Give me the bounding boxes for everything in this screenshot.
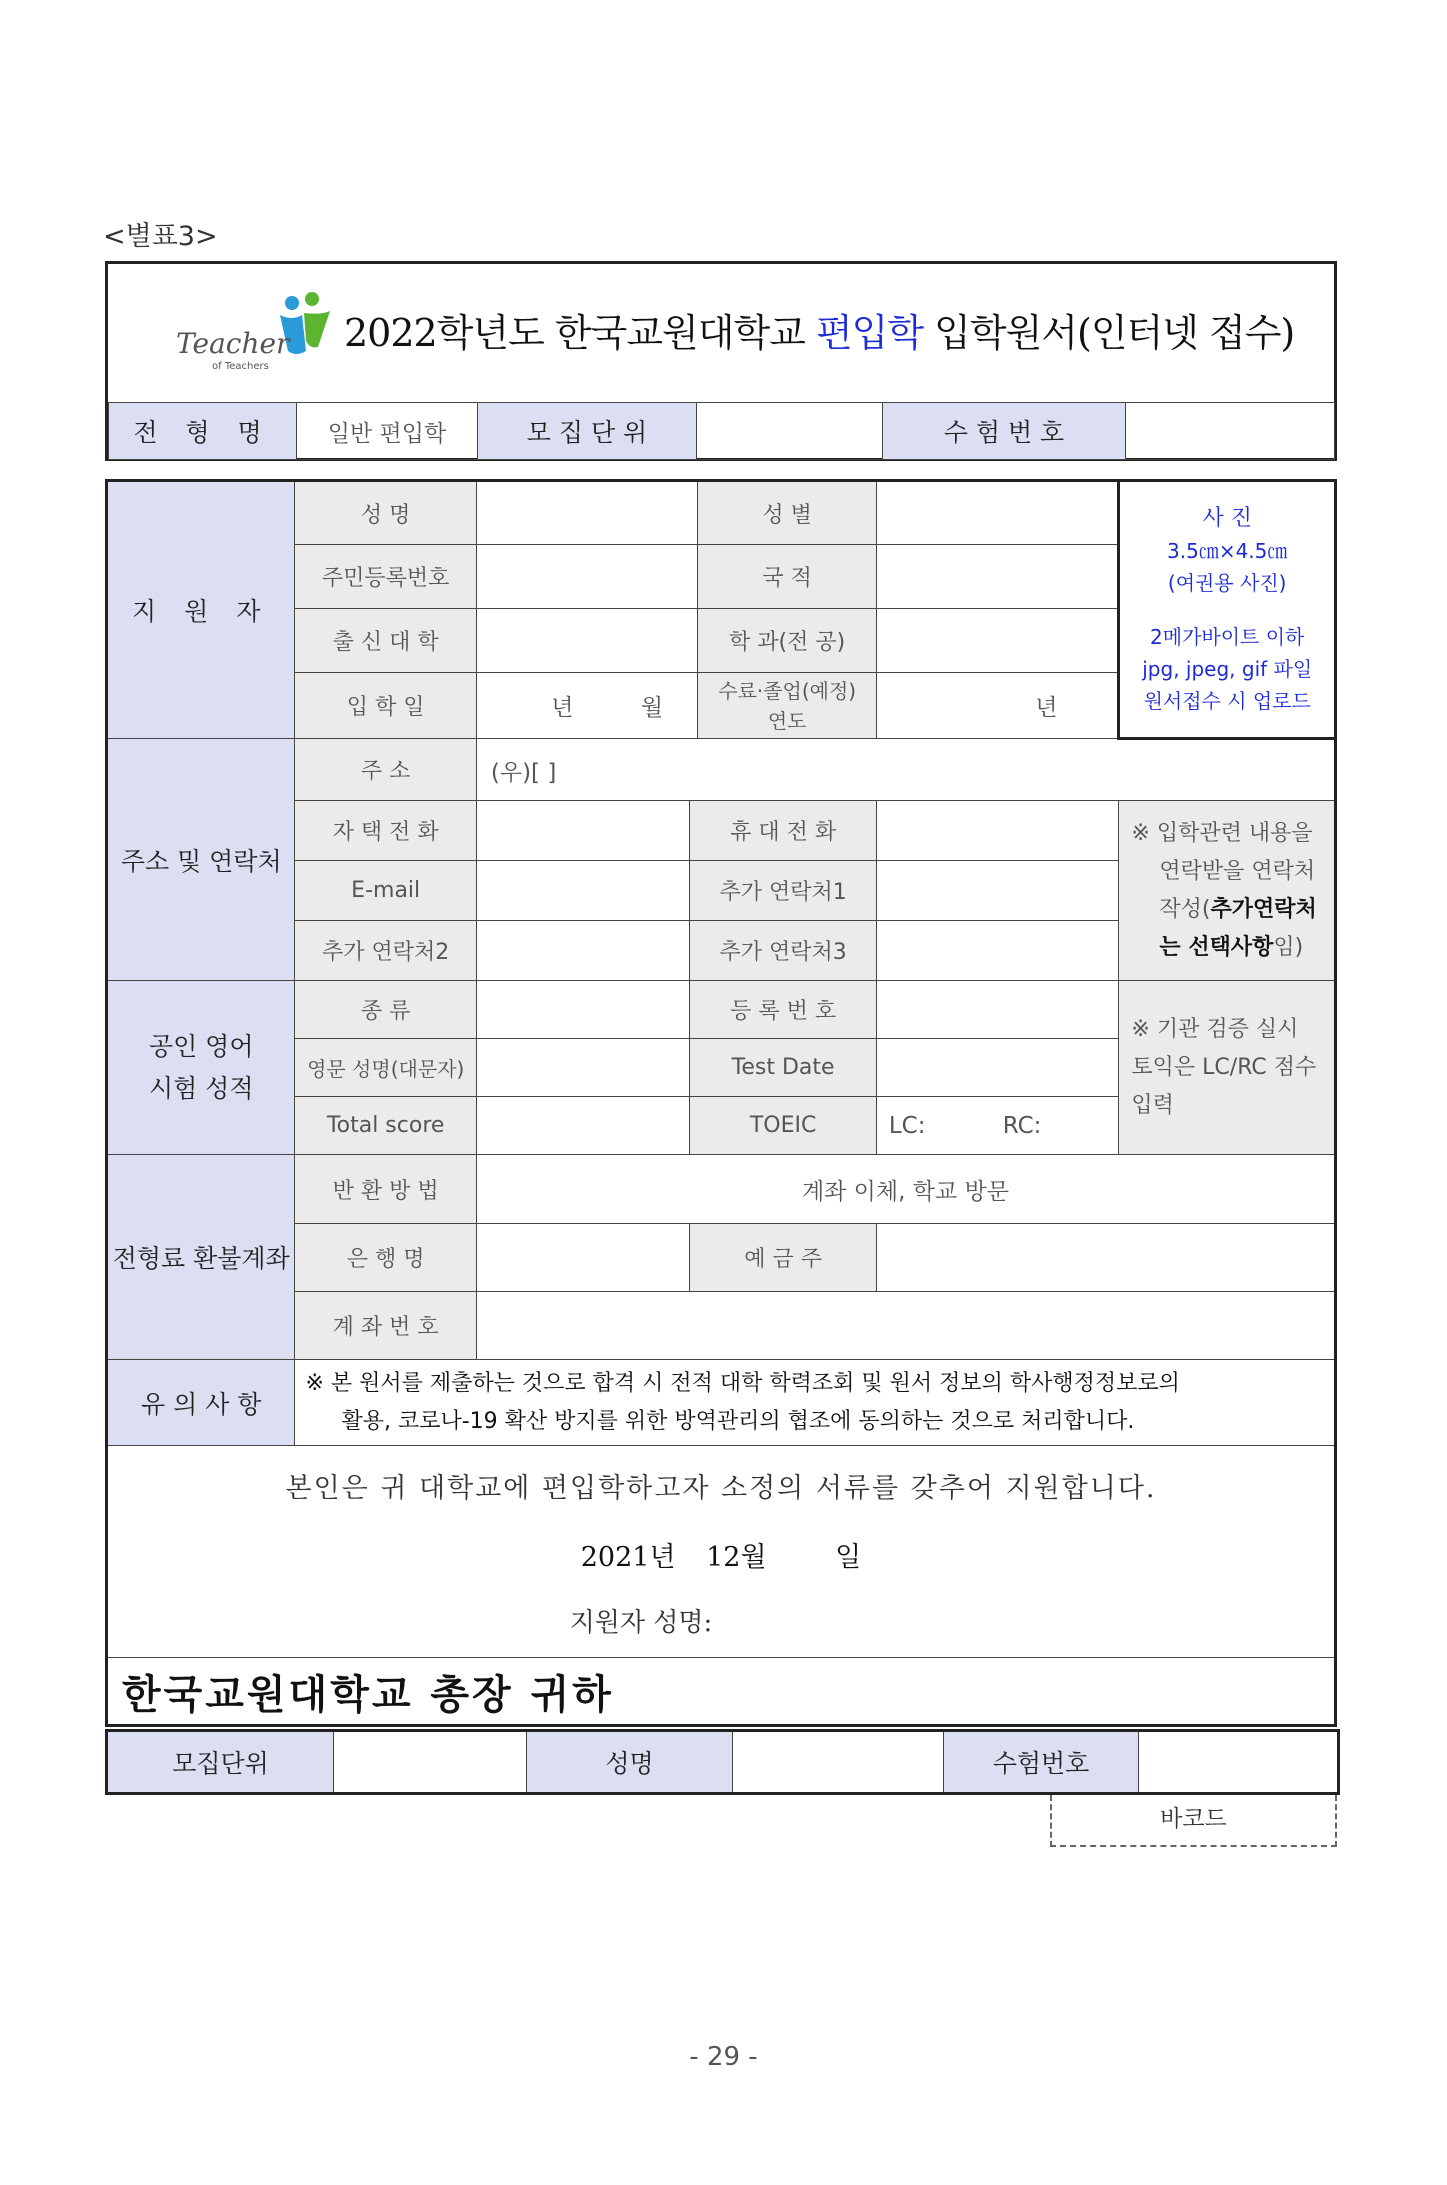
refund-method-value: 계좌 이체, 학교 방문	[476, 1155, 1335, 1224]
email-label: E-mail	[295, 861, 476, 921]
contact-section-label: 주소 및 연락처	[107, 739, 295, 981]
applicant-signature-label: 지원자 성명:	[569, 1608, 713, 1638]
english-name-field[interactable]	[476, 1039, 690, 1097]
department-field[interactable]	[876, 609, 1119, 673]
annex-label: <별표3>	[103, 221, 218, 252]
total-score-label: Total score	[295, 1097, 476, 1155]
admission-date-label: 입 학 일	[295, 673, 476, 739]
photo-box[interactable]	[1119, 481, 1336, 739]
pledge-block	[107, 1446, 1336, 1658]
caution-line1: ※ 본 원서를 제출하는 것으로 합격 시 전적 대학 학력조회 및 원서 정보의 학사행정정보로의	[305, 1370, 1180, 1396]
gender-field[interactable]	[876, 481, 1119, 545]
english-note-line1: ※ 기관 검증 실시	[1131, 1016, 1299, 1042]
bank-label: 은 행 명	[295, 1224, 476, 1292]
english-note-line3: 입력	[1131, 1092, 1174, 1118]
english-name-label: 영문 성명(대문자)	[295, 1039, 476, 1097]
graduation-year-unit: 년	[1035, 695, 1058, 721]
contact-note	[1119, 801, 1336, 981]
rrn-label: 주민등록번호	[295, 545, 476, 609]
addressee: 한국교원대학교 총장 귀하	[107, 1658, 1336, 1726]
title-part2: 입학원서(인터넷 접수)	[923, 311, 1295, 355]
registration-no-label: 등 록 번 호	[690, 981, 876, 1039]
barcode-box: 바코드	[1050, 1795, 1337, 1847]
photo-title: 사 진	[1202, 505, 1252, 531]
toeic-label: TOEIC	[690, 1097, 876, 1155]
receipt-unit-label: 모집단위	[107, 1731, 334, 1794]
account-holder-field[interactable]	[876, 1224, 1335, 1292]
toeic-score-field[interactable]	[876, 1097, 1119, 1155]
bank-field[interactable]	[476, 1224, 690, 1292]
photo-formats: jpg, jpeg, gif 파일	[1142, 656, 1313, 681]
extra-contact2-field[interactable]	[476, 921, 690, 981]
caution-line2: 활용, 코로나-19 확산 방지를 위한 방역관리의 협조에 동의하는 것으로 처리합니다.	[341, 1408, 1135, 1434]
type-label: 전 형 명	[109, 403, 297, 460]
english-note	[1119, 981, 1336, 1155]
pledge-day: 일	[835, 1542, 862, 1573]
application-header	[105, 261, 1337, 461]
registration-no-field[interactable]	[876, 981, 1119, 1039]
application-form-table	[105, 479, 1337, 1727]
contact-note-line1: ※ 입학관련 내용을	[1131, 820, 1313, 846]
department-label: 학 과(전 공)	[698, 609, 876, 673]
university-label: 출 신 대 학	[295, 609, 476, 673]
header-info-table	[108, 402, 1335, 460]
pledge-year: 2021년	[580, 1542, 676, 1573]
extra-contact2-label: 추가 연락처2	[295, 921, 476, 981]
exam-no-value[interactable]	[1126, 403, 1335, 460]
contact-note-bold2: 는 선택사항	[1159, 934, 1274, 960]
mobile-field[interactable]	[876, 801, 1119, 861]
graduation-year-label	[698, 673, 876, 739]
receipt-table	[105, 1729, 1340, 1795]
name-field[interactable]	[476, 481, 698, 545]
applicant-section-label: 지 원 자	[107, 481, 295, 739]
address-field[interactable]: (우)[ ]	[476, 739, 1335, 801]
receipt-exam-no-field[interactable]	[1139, 1731, 1339, 1794]
english-section-label	[107, 981, 295, 1155]
graduation-label-line2: 연도	[767, 708, 807, 733]
test-date-field[interactable]	[876, 1039, 1119, 1097]
total-score-field[interactable]	[476, 1097, 690, 1155]
pledge-statement: 본인은 귀 대학교에 편입학하고자 소정의 서류를 갖추어 지원합니다.	[285, 1473, 1157, 1504]
receipt-exam-no-label: 수험번호	[944, 1731, 1139, 1794]
english-note-line2: 토익은 LC/RC 점수	[1131, 1054, 1317, 1080]
contact-note-line4: 임)	[1273, 934, 1304, 960]
page-number: - 29 -	[689, 2042, 758, 2072]
extra-contact3-label: 추가 연락처3	[690, 921, 876, 981]
svg-text:of Teachers: of Teachers	[212, 361, 269, 372]
title-part1: 2022학년도 한국교원대학교	[344, 311, 816, 355]
name-label: 성 명	[295, 481, 476, 545]
test-kind-label: 종 류	[295, 981, 476, 1039]
university-field[interactable]	[476, 609, 698, 673]
receipt-unit-field[interactable]	[334, 1731, 527, 1794]
nationality-label: 국 적	[698, 545, 876, 609]
account-no-label: 계 좌 번 호	[295, 1292, 476, 1360]
photo-type: (여권용 사진)	[1167, 570, 1287, 595]
extra-contact1-label: 추가 연락처1	[690, 861, 876, 921]
form-title	[344, 264, 1294, 402]
nationality-field[interactable]	[876, 545, 1119, 609]
title-row	[108, 264, 1334, 403]
contact-note-line3: 작성(	[1159, 896, 1211, 922]
receipt-name-field[interactable]	[733, 1731, 944, 1794]
photo-size: 3.5㎝×4.5㎝	[1167, 538, 1288, 563]
address-label: 주 소	[295, 739, 476, 801]
english-section-line2: 시험 성적	[148, 1073, 254, 1103]
exam-no-label: 수 험 번 호	[883, 403, 1126, 460]
refund-method-label: 반 환 방 법	[295, 1155, 476, 1224]
home-phone-field[interactable]	[476, 801, 690, 861]
admission-year-unit: 년	[551, 695, 574, 721]
mobile-label: 휴 대 전 화	[690, 801, 876, 861]
title-highlight: 편입학	[815, 311, 924, 355]
rc-label: RC:	[1002, 1112, 1042, 1139]
caution-label: 유 의 사 항	[107, 1360, 295, 1446]
pledge-month: 12월	[706, 1542, 767, 1573]
unit-value[interactable]	[697, 403, 883, 460]
unit-label: 모 집 단 위	[478, 403, 697, 460]
test-date-label: Test Date	[690, 1039, 876, 1097]
test-kind-field[interactable]	[476, 981, 690, 1039]
contact-note-line2: 연락받을 연락처	[1159, 858, 1316, 884]
admission-month-unit: 월	[640, 695, 664, 721]
refund-section-label: 전형료 환불계좌	[107, 1155, 295, 1360]
english-section-line1: 공인 영어	[148, 1031, 254, 1061]
rrn-field[interactable]	[476, 545, 698, 609]
extra-contact1-field[interactable]	[876, 861, 1119, 921]
home-phone-label: 자 택 전 화	[295, 801, 476, 861]
graduation-year-field[interactable]	[876, 673, 1119, 739]
email-field[interactable]	[476, 861, 690, 921]
type-value: 일반 편입학	[297, 403, 478, 460]
graduation-label-line1: 수료·졸업(예정)	[718, 678, 857, 703]
svg-text:Teacher: Teacher	[176, 327, 290, 360]
extra-contact3-field[interactable]	[876, 921, 1119, 981]
caution-text	[295, 1360, 1336, 1446]
teacher-logo-icon	[172, 291, 352, 381]
photo-upload-note: 원서접수 시 업로드	[1143, 688, 1311, 713]
lc-label: LC:	[888, 1112, 926, 1139]
receipt-name-label: 성명	[527, 1731, 733, 1794]
account-no-field[interactable]	[476, 1292, 1335, 1360]
account-holder-label: 예 금 주	[690, 1224, 876, 1292]
gender-label: 성 별	[698, 481, 876, 545]
photo-limit: 2메가바이트 이하	[1150, 624, 1305, 649]
contact-note-bold1: 추가연락처	[1210, 896, 1317, 922]
admission-date-field[interactable]	[476, 673, 698, 739]
